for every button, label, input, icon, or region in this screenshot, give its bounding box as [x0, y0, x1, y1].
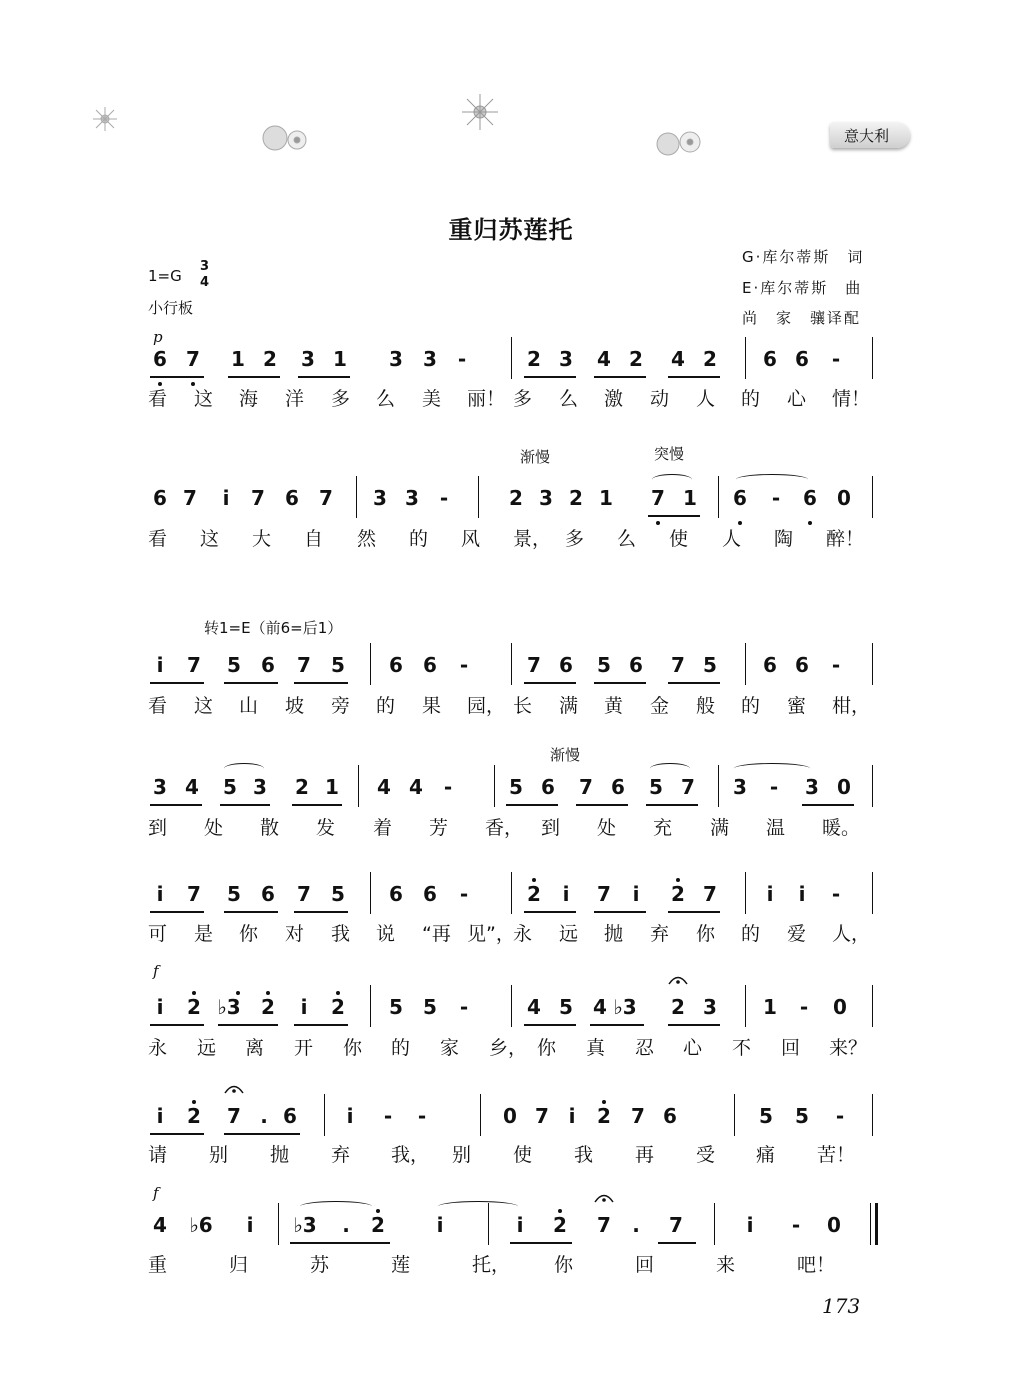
dynamic-forte: f [153, 962, 159, 980]
lyric-syllable: 多 [513, 388, 533, 410]
lyric-syllable: 我 [574, 1144, 594, 1166]
lyric-syllable: 抛 [270, 1144, 290, 1166]
lyric-syllable: 美 [422, 388, 442, 410]
lyric-syllable: 到 [541, 817, 561, 839]
country-label: 意大利 [844, 127, 890, 145]
lyric-syllable: 回 [781, 1037, 801, 1059]
lyric-syllable: 的 [391, 1037, 411, 1059]
lyric-syllable: 你 [537, 1037, 557, 1059]
music-system-2: 6 7 i 7 6 7 3 3 - 2 3 2 1 7 1 6 - 6 0 [148, 486, 888, 516]
page-number: 173 [822, 1294, 861, 1318]
lyric-syllable: 别 [209, 1144, 229, 1166]
dynamic-piano: p [153, 328, 163, 346]
lyric-syllable: 般 [696, 695, 716, 717]
lyric-syllable: 重 [148, 1254, 168, 1276]
lyrics-line-5 [148, 919, 888, 945]
lyric-syllable: 对 [285, 923, 305, 945]
music-system-4: 3 4 5 3 2 1 4 4 - 5 6 7 6 5 7 3 - 3 0 [148, 775, 888, 805]
lyric-syllable: 可 [148, 923, 168, 945]
lyric-syllable: 山 [239, 695, 259, 717]
lyric-syllable: 开 [294, 1037, 314, 1059]
fermata-icon [594, 1191, 614, 1203]
lyric-syllable: 多 [331, 388, 351, 410]
lyric-syllable: 人 [722, 528, 742, 550]
flower-decoration-icon [458, 92, 502, 132]
lyric-syllable: 我， [391, 1144, 430, 1166]
lyric-syllable: 是 [194, 923, 214, 945]
lyric-syllable: 离 [245, 1037, 265, 1059]
lyric-syllable: 长 [513, 695, 533, 717]
sudden-slow-marking: 突慢 [654, 445, 685, 463]
lyric-syllable: 看 [148, 388, 168, 410]
lyric-syllable: 多 [565, 528, 585, 550]
lyric-syllable: 芳 [429, 817, 449, 839]
lyric-syllable: 黄 [604, 695, 624, 717]
lyric-syllable: 苏 [310, 1254, 330, 1276]
flower-decoration-icon [650, 124, 710, 164]
lyrics-line-3 [148, 691, 888, 717]
lyrics-line-2 [148, 524, 888, 550]
lyric-syllable: 家 [440, 1037, 460, 1059]
lyric-syllable: 托， [472, 1254, 511, 1276]
lyric-syllable: 回 [635, 1254, 655, 1276]
lyric-syllable: “再 [422, 923, 451, 945]
lyric-syllable: 激 [604, 388, 624, 410]
lyric-syllable: 真 [586, 1037, 606, 1059]
lyric-syllable: 旁 [331, 695, 351, 717]
lyric-syllable: 蜜 [787, 695, 807, 717]
lyric-syllable: 着 [373, 817, 393, 839]
music-system-1: 6 7 1 2 3 1 3 3 - 2 3 4 2 4 2 6 6 - [148, 347, 888, 377]
lyric-syllable: 丽！ [467, 388, 506, 410]
lyric-syllable: 心 [787, 388, 807, 410]
lyric-syllable: 然 [357, 528, 377, 550]
lyric-syllable: 园， [467, 695, 506, 717]
lyric-syllable: 么 [376, 388, 396, 410]
time-signature-top: 3 [200, 259, 210, 274]
lyrics-line-8 [148, 1250, 888, 1276]
lyric-syllable: 的 [741, 923, 761, 945]
lyric-syllable: 弃 [331, 1144, 351, 1166]
lyric-syllable: 的 [741, 695, 761, 717]
lyric-syllable: 满 [710, 817, 730, 839]
fermata-icon [224, 1082, 244, 1094]
lyric-syllable: 的 [741, 388, 761, 410]
song-title: 重归苏莲托 [448, 216, 574, 244]
lyric-syllable: 醉！ [826, 528, 865, 550]
tempo-marking: 小行板 [148, 299, 194, 317]
lyric-syllable: 海 [239, 388, 259, 410]
lyric-syllable: 远 [559, 923, 579, 945]
lyric-syllable: 远 [197, 1037, 217, 1059]
lyric-syllable: 来 [716, 1254, 736, 1276]
lyric-syllable: 再 [635, 1144, 655, 1166]
lyric-syllable: 散 [260, 817, 280, 839]
music-system-5: i 7 5 6 7 5 6 6 - 2 i 7 i 2 7 i i - [148, 882, 888, 912]
lyrics-line-1 [148, 384, 888, 410]
dynamic-forte-2: f [153, 1184, 159, 1202]
lyric-syllable: 看 [148, 528, 168, 550]
flower-decoration-icon [255, 120, 315, 160]
lyric-syllable: 处 [597, 817, 617, 839]
modulation-marking: 转1=E（前6=后1） [204, 619, 343, 637]
lyric-syllable: 坡 [285, 695, 305, 717]
lyric-syllable: 洋 [285, 388, 305, 410]
lyric-syllable: 吧！ [797, 1254, 836, 1276]
lyric-syllable: 我 [331, 923, 351, 945]
lyric-syllable: 永 [148, 1037, 168, 1059]
lyric-syllable: 柑， [832, 695, 871, 717]
lyric-syllable: 不 [732, 1037, 752, 1059]
lyric-syllable: 痛 [756, 1144, 776, 1166]
lyric-syllable: 动 [650, 388, 670, 410]
lyric-syllable: 你 [343, 1037, 363, 1059]
lyric-syllable: 的 [376, 695, 396, 717]
lyric-syllable: 自 [304, 528, 324, 550]
time-signature-bottom: 4 [200, 275, 210, 290]
lyric-syllable: 么 [617, 528, 637, 550]
lyric-syllable: 处 [204, 817, 224, 839]
translator-credit: 尚 家 骧译配 [742, 309, 862, 327]
lyric-syllable: 别 [452, 1144, 472, 1166]
flower-decoration-icon [90, 105, 120, 133]
lyric-syllable: 看 [148, 695, 168, 717]
music-system-3: i 7 5 6 7 5 6 6 - 7 6 5 6 7 5 6 6 - [148, 653, 888, 683]
lyric-syllable: 风 [461, 528, 481, 550]
music-system-8: 4 ♭6 i ♭3 . 2 i i 2 7 . 7 i - 0 [148, 1213, 888, 1243]
lyric-syllable: 暖。 [822, 817, 861, 839]
lyric-syllable: 这 [194, 388, 214, 410]
lyric-syllable: 忍 [635, 1037, 655, 1059]
lyric-syllable: 说 [376, 923, 396, 945]
lyrics-line-6 [148, 1033, 888, 1059]
music-system-6: i 2 ♭3 2 i 2 5 5 - 4 5 4 ♭3 2 3 1 - 0 [148, 995, 888, 1025]
composer-credit: E·库尔蒂斯 曲 [742, 279, 863, 297]
lyric-syllable: 你 [239, 923, 259, 945]
lyric-syllable: 景， [513, 528, 552, 550]
lyric-syllable: 大 [252, 528, 272, 550]
lyric-syllable: 来？ [829, 1037, 868, 1059]
lyric-syllable: 么 [559, 388, 579, 410]
music-system-7: i 2 7 . 6 i - - 0 7 i 2 7 6 5 5 - [148, 1104, 888, 1134]
lyric-syllable: 这 [200, 528, 220, 550]
lyric-syllable: 乡， [489, 1037, 528, 1059]
lyrics-line-4 [148, 813, 888, 839]
lyricist-credit: G·库尔蒂斯 词 [742, 248, 865, 266]
lyric-syllable: 心 [683, 1037, 703, 1059]
lyric-syllable: 见”， [467, 923, 515, 945]
lyric-syllable: 陶 [774, 528, 794, 550]
lyric-syllable: 抛 [604, 923, 624, 945]
ritardando-marking: 渐慢 [520, 448, 551, 466]
lyric-syllable: 到 [148, 817, 168, 839]
lyric-syllable: 归 [229, 1254, 249, 1276]
lyric-syllable: 果 [422, 695, 442, 717]
lyric-syllable: 发 [316, 817, 336, 839]
lyric-syllable: 爱 [787, 923, 807, 945]
country-tag [830, 122, 910, 148]
lyric-syllable: 人 [696, 388, 716, 410]
ritardando-marking-2: 渐慢 [550, 746, 581, 764]
lyric-syllable: 充 [653, 817, 673, 839]
fermata-icon [668, 973, 688, 985]
lyric-syllable: 温 [766, 817, 786, 839]
lyric-syllable: 使 [513, 1144, 533, 1166]
key-signature: 1=G [148, 267, 182, 285]
lyrics-line-7 [148, 1140, 888, 1166]
lyric-syllable: 请 [148, 1144, 168, 1166]
lyric-syllable: 永 [513, 923, 533, 945]
lyric-syllable: 你 [696, 923, 716, 945]
lyric-syllable: 香， [485, 817, 524, 839]
lyric-syllable: 这 [194, 695, 214, 717]
lyric-syllable: 人， [832, 923, 871, 945]
lyric-syllable: 情！ [832, 388, 871, 410]
lyric-syllable: 莲 [391, 1254, 411, 1276]
lyric-syllable: 满 [559, 695, 579, 717]
lyric-syllable: 你 [554, 1254, 574, 1276]
lyric-syllable: 使 [669, 528, 689, 550]
lyric-syllable: 弃 [650, 923, 670, 945]
lyric-syllable: 苦！ [817, 1144, 856, 1166]
lyric-syllable: 的 [409, 528, 429, 550]
lyric-syllable: 金 [650, 695, 670, 717]
lyric-syllable: 受 [696, 1144, 716, 1166]
